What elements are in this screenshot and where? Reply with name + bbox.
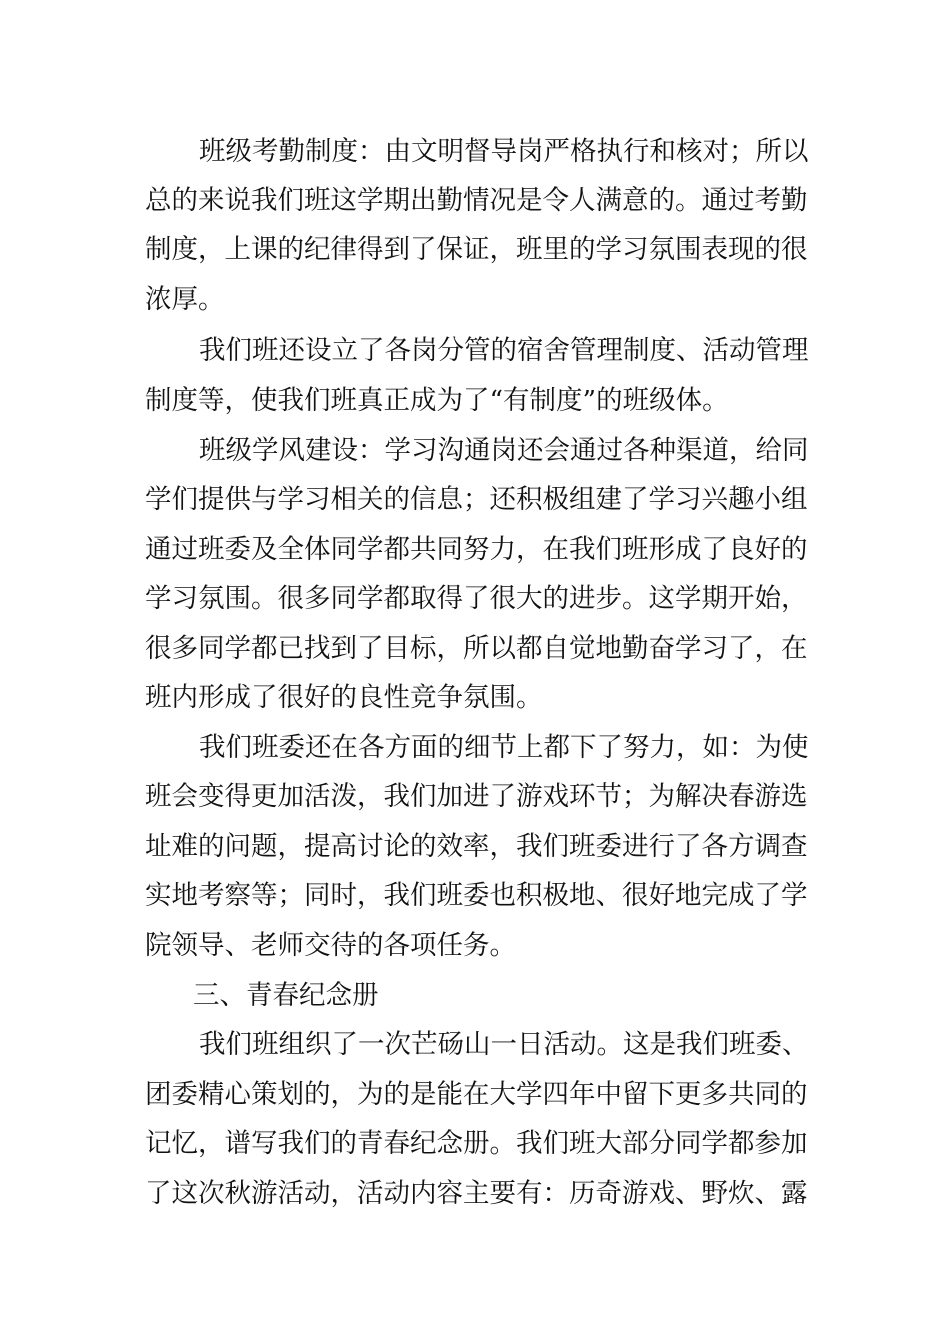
text-line: 制度，上课的纪律得到了保证，班里的学习氛围表现的很 — [145, 234, 808, 265]
text-line: 浓厚。 — [145, 284, 225, 315]
text-line: 通过班委及全体同学都共同努力，在我们班形成了良好的 — [145, 534, 808, 565]
text-line: 很多同学都已找到了目标，所以都自觉地勤奋学习了，在 — [145, 633, 808, 664]
section-heading: 三、青春纪念册 — [193, 980, 379, 1011]
text-line: 团委精心策划的，为的是能在大学四年中留下更多共同的 — [145, 1079, 808, 1110]
text-line: 制度等，使我们班真正成为了“有制度”的班级体。 — [145, 385, 729, 416]
text-line: 学习氛围。很多同学都取得了很大的进步。这学期开始， — [145, 583, 808, 614]
text-line: 址难的问题，提高讨论的效率，我们班委进行了各方调查 — [145, 831, 808, 862]
text-line: 班会变得更加活泼，我们加进了游戏环节；为解决春游选 — [145, 781, 808, 812]
text-line: 我们班还设立了各岗分管的宿舍管理制度、活动管理 — [199, 335, 809, 366]
text-line: 班内形成了很好的良性竞争氛围。 — [145, 682, 543, 713]
text-line: 学们提供与学习相关的信息；还积极组建了学习兴趣小组 — [145, 484, 808, 515]
text-line: 实地考察等；同时，我们班委也积极地、很好地完成了学 — [145, 880, 808, 911]
text-line: 我们班委还在各方面的细节上都下了努力，如：为使 — [199, 732, 809, 763]
text-line: 了这次秋游活动，活动内容主要有：历奇游戏、野炊、露 — [145, 1178, 808, 1209]
text-line: 我们班组织了一次芒砀山一日活动。这是我们班委、 — [199, 1029, 809, 1060]
text-line: 班级学风建设：学习沟通岗还会通过各种渠道，给同 — [199, 435, 809, 466]
text-line: 院领导、老师交待的各项任务。 — [145, 930, 516, 961]
text-line: 班级考勤制度：由文明督导岗严格执行和核对；所以 — [199, 136, 809, 167]
text-line: 总的来说我们班这学期出勤情况是令人满意的。通过考勤 — [145, 185, 808, 216]
text-line: 记忆，谱写我们的青春纪念册。我们班大部分同学都参加 — [145, 1128, 808, 1159]
